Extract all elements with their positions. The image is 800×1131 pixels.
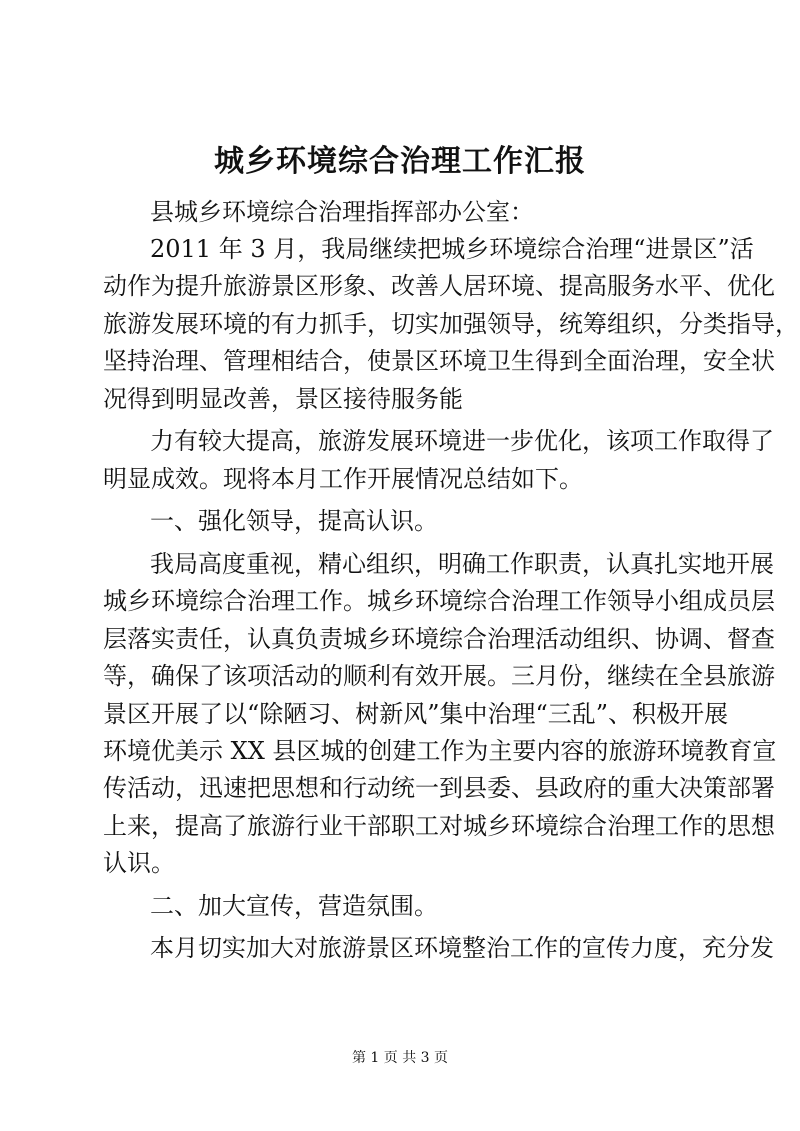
body-line: 等，确保了该项活动的顺利有效开展。三月份，继续在全县旅游	[103, 662, 775, 690]
section-heading: 二、加大宣传，营造氛围。	[150, 892, 438, 920]
body-line: 城乡环境综合治理工作。城乡环境综合治理工作领导小组成员层	[103, 587, 775, 615]
salutation-line: 县城乡环境综合治理指挥部办公室：	[150, 198, 534, 226]
body-line: 上来，提高了旅游行业干部职工对城乡环境综合治理工作的思想	[103, 812, 775, 840]
body-line: 层落实责任，认真负责城乡环境综合治理活动组织、协调、督查	[103, 625, 775, 653]
body-line: 传活动，迅速把思想和行动统一到县委、县政府的重大决策部署	[103, 774, 775, 802]
body-line: 环境优美示 XX 县区城的创建工作为主要内容的旅游环境教育宣	[103, 737, 777, 765]
document-title: 城乡环境综合治理工作汇报	[214, 144, 586, 179]
body-line: 明显成效。现将本月工作开展情况总结如下。	[103, 465, 583, 493]
page-number-footer: 第 1 页 共 3 页	[351, 1050, 449, 1066]
body-line: 动作为提升旅游景区形象、改善人居环境、提高服务水平、优化	[103, 272, 775, 300]
body-line: 况得到明显改善，景区接待服务能	[103, 385, 463, 413]
section-heading: 一、强化领导，提高认识。	[150, 507, 438, 535]
body-line: 本月切实加大对旅游景区环境整治工作的宣传力度，充分发	[150, 934, 774, 962]
body-line: 力有较大提高，旅游发展环境进一步优化，该项工作取得了	[150, 427, 774, 455]
body-line: 2011 年 3 月，我局继续把城乡环境综合治理“进景区”活	[150, 235, 754, 263]
body-line: 认识。	[103, 849, 175, 877]
body-line: 旅游发展环境的有力抓手，切实加强领导，统筹组织，分类指导，	[103, 310, 799, 338]
body-line: 景区开展了以“除陋习、树新风”集中治理“三乱”、积极开展	[103, 700, 729, 728]
body-line: 我局高度重视，精心组织，明确工作职责，认真扎实地开展	[150, 550, 774, 578]
body-line: 坚持治理、管理相结合，使景区环境卫生得到全面治理，安全状	[103, 347, 775, 375]
